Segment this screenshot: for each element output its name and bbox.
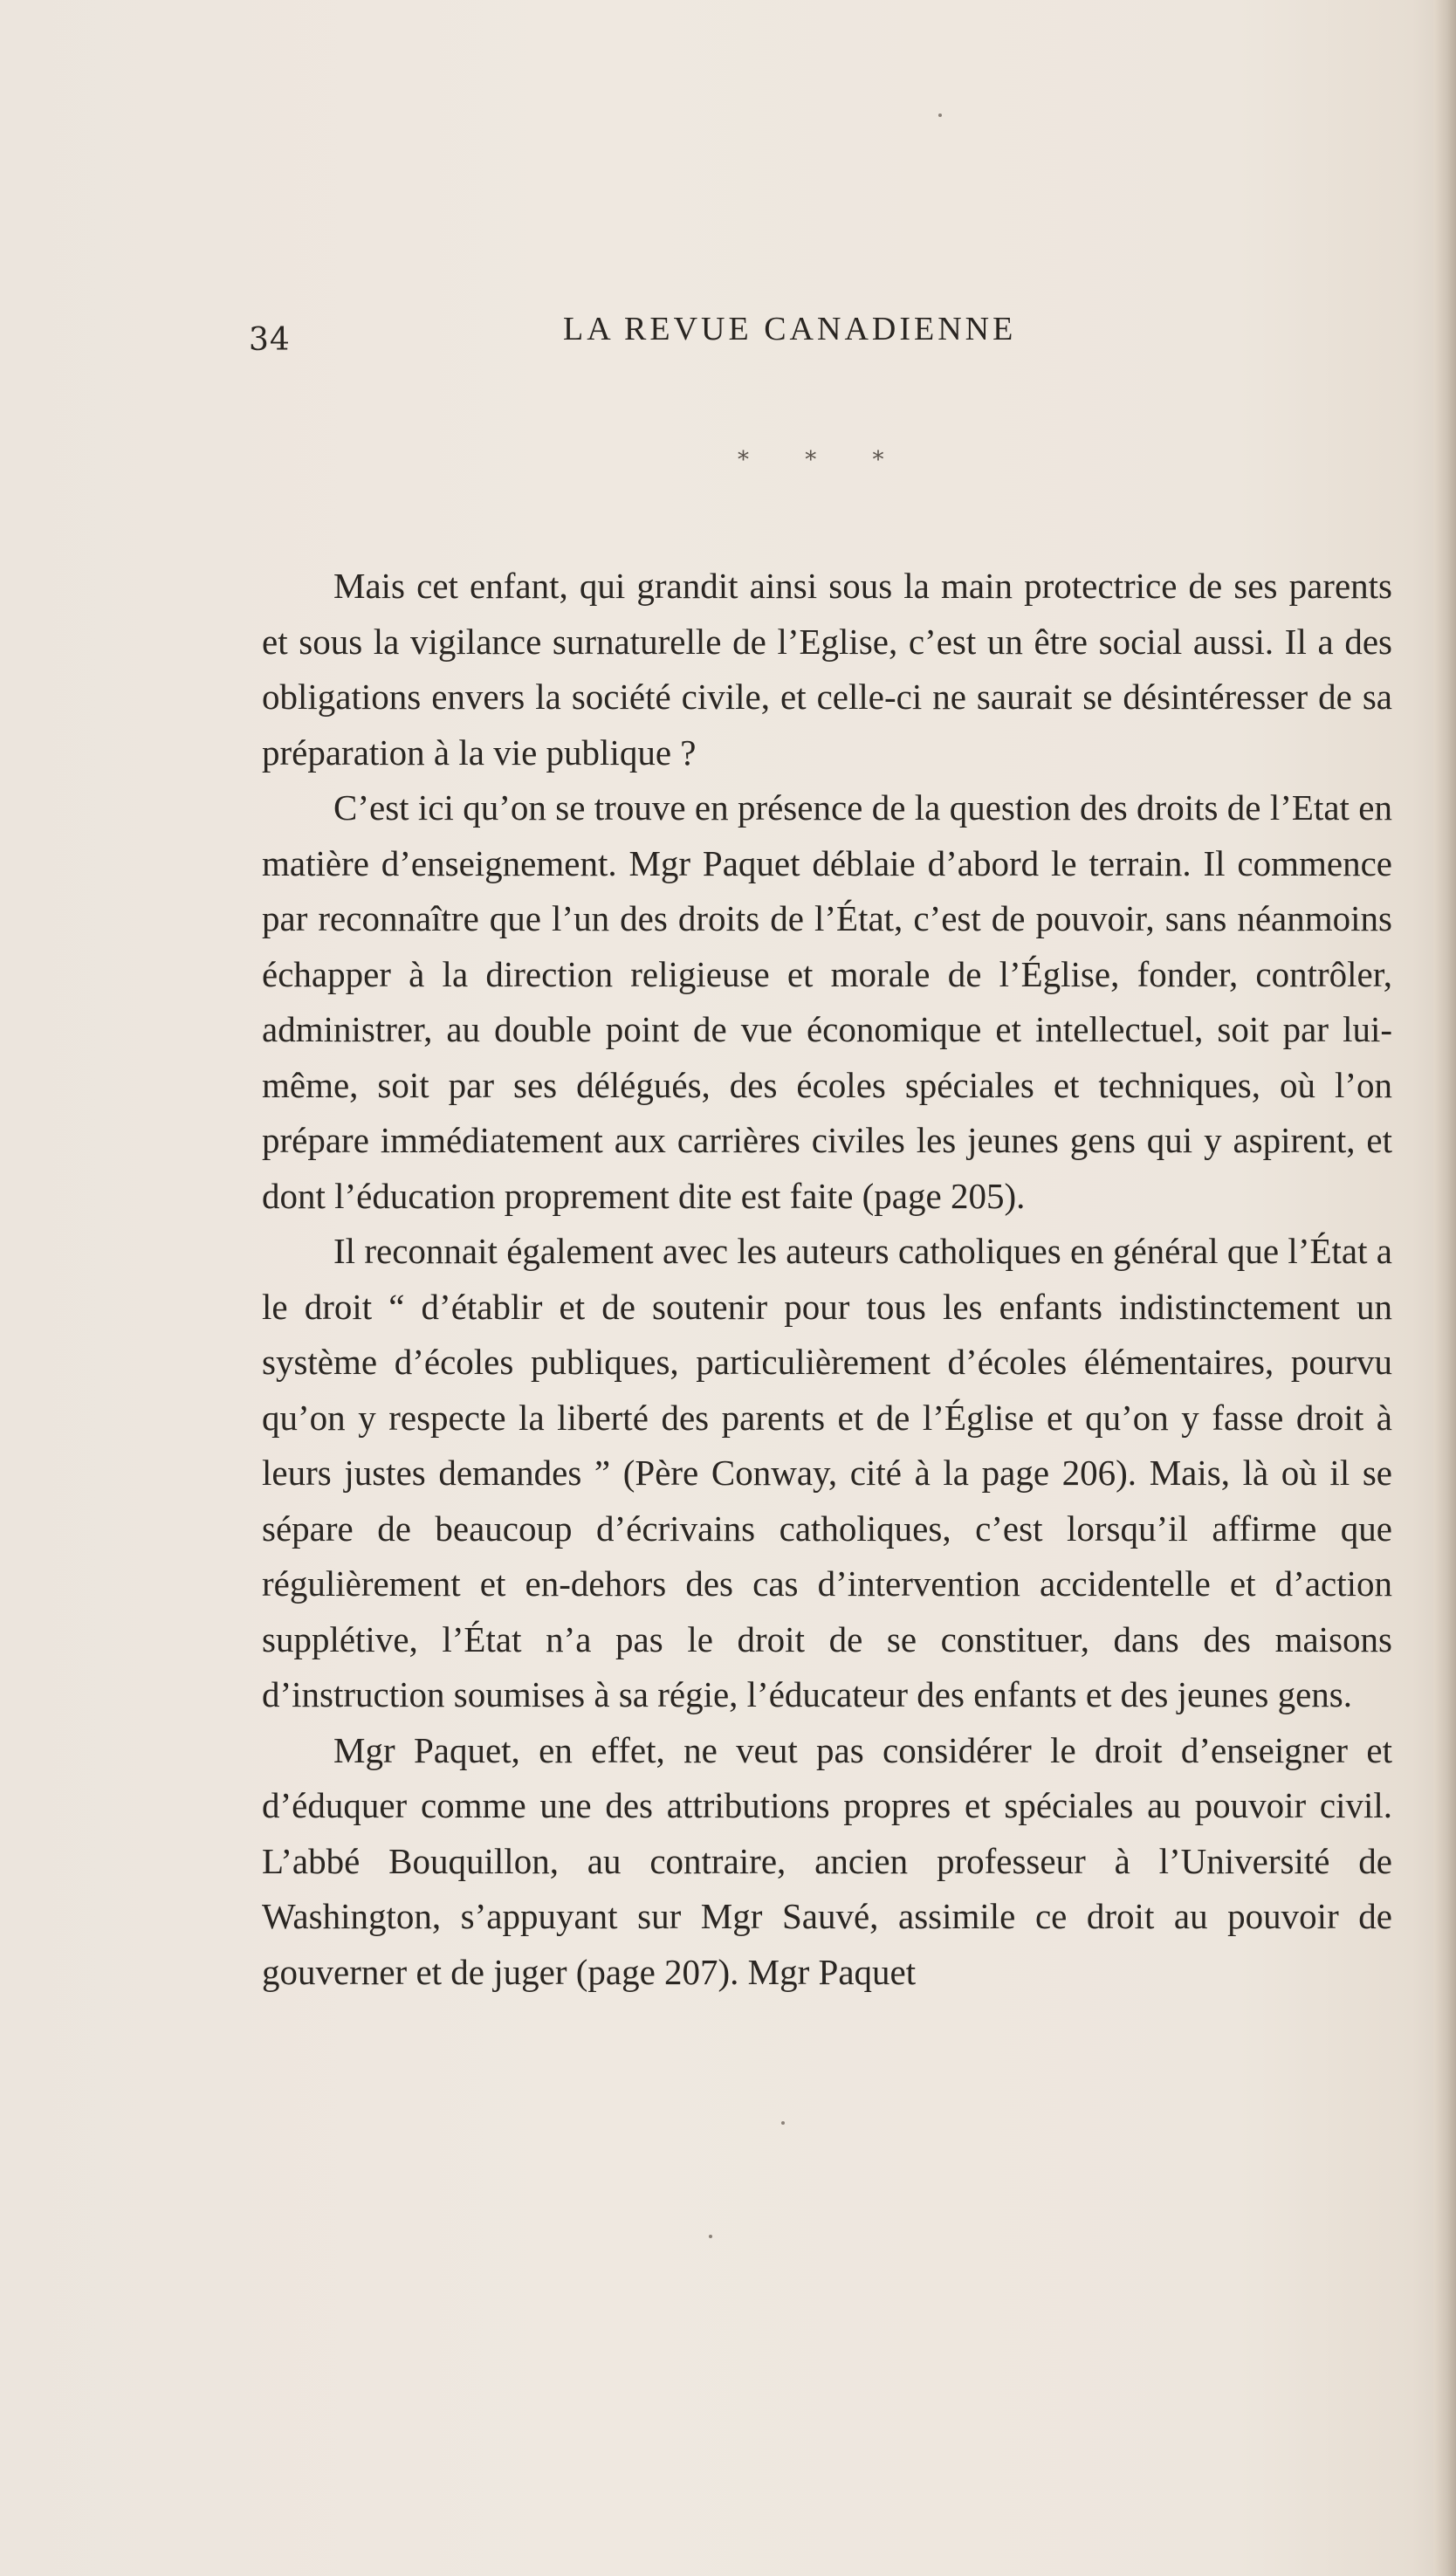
paragraph: Il reconnait également avec les auteurs catholiques en général que l’État a le droit “ d’établir et de soutenir pour tous les enfants indistinctement un système d’écoles publiques, particulièrement d’écoles élémentaires, pourvu qu’on y respecte la liberté des parents et de l’Église et qu’on y fasse droit à leurs justes demandes ” (Père Conway, cité à la page 206). Mais, là où il se sépare de beaucoup d’écrivains catholiques, c’est lorsqu’il affirme que régulièrement et en-dehors des cas d’intervention accidentelle et d’action supplétive, l’État n’a pas le droit de se constituer, dans des maisons d’instruction soumises à sa régie, l’éducateur des enfants et des jeunes gens. bbox=[262, 1231, 1392, 1714]
page-edge bbox=[1433, 0, 1456, 2576]
section-separator: * * * bbox=[738, 447, 909, 473]
paper-speck bbox=[938, 113, 942, 117]
paragraph: Mgr Paquet, en effet, ne veut pas considérer le droit d’enseigner et d’éduquer comme une des attributions propres et spéciales au pouvoir civil. L’abbé Bouquillon, au contraire, ancien professeur à l’Université de Washington, s’appuyant sur Mgr Sauvé, assimile ce droit au pouvoir de gouverner et de juger (page 207). Mgr Paquet bbox=[262, 1729, 1392, 1992]
page-number: 34 bbox=[249, 322, 291, 358]
running-title: LA REVUE CANADIENNE bbox=[563, 311, 1017, 347]
paragraph: C’est ici qu’on se trouve en présence de la question des droits de l’Etat en matière d’enseignement. Mgr Paquet déblaie d’abord le terrain. Il commence par reconnaître que l’un des droits de l’État, c’est de pouvoir, sans néanmoins échapper à la direction religieuse et morale de l’Église, fonder, contrôler, administrer, au double point de vue économique et intellectuel, soit par lui-même, soit par ses délégués, des écoles spéciales et techniques, où l’on prépare immédiatement aux carrières civiles les jeunes gens qui y aspirent, et dont l’éducation proprement dite est faite (page 205). bbox=[262, 787, 1392, 1216]
article-body bbox=[262, 559, 1392, 2000]
paragraph: Mais cet enfant, qui grandit ainsi sous la main protectrice de ses parents et sous la vigilance surnaturelle de l’Eglise, c’est un être social aussi. Il a des obligations envers la société civile, et celle-ci ne saurait se désintéresser de sa préparation à la vie publique ? bbox=[262, 566, 1392, 773]
paper-speck bbox=[781, 2121, 785, 2125]
paper-speck bbox=[709, 2235, 712, 2238]
page-header bbox=[249, 310, 1401, 362]
